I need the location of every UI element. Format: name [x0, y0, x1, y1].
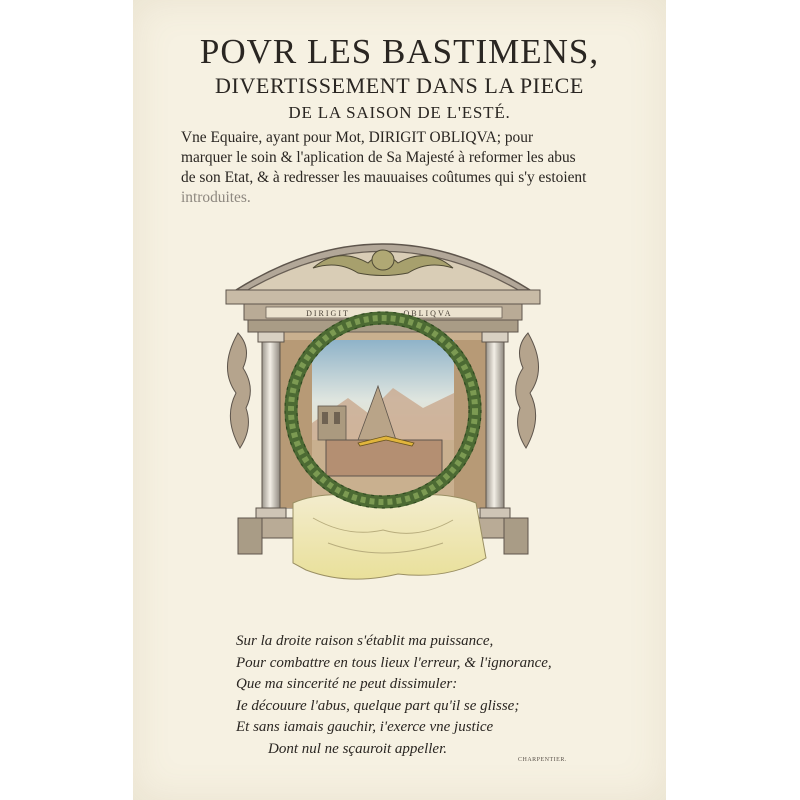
poem-line: Pour combattre en tous lieux l'erreur, & l'ignorance, [236, 654, 552, 671]
poem-verse [236, 631, 576, 760]
motto-left: DIRIGIT [306, 309, 350, 318]
poem-line: Que ma sincerité ne peut dissimuler: [236, 676, 458, 692]
emblem-illustration [218, 218, 548, 588]
left-scroll [227, 333, 250, 448]
engraving-page [133, 0, 666, 800]
poem-line: Sur la droite raison s'établit ma puissance, [236, 633, 494, 649]
page-subtitle-2: DE LA SAISON DE L'ESTÉ. [288, 103, 511, 122]
page-title: POVR LES BASTIMENS, [199, 32, 600, 71]
description-line: de son Etat, & à redresser les mauuaises coûtumes qui s'y estoient [181, 169, 587, 186]
stone-ledge [326, 440, 442, 476]
poem-line: Ie découure l'abus, quelque part qu'il se glisse; [236, 697, 520, 714]
description-line: marquer le soin & l'aplication de Sa Majesté à reformer les abus [181, 149, 576, 166]
description-line: Vne Equaire, ayant pour Mot, DIRIGIT OBLIQVA; pour [181, 129, 534, 146]
page-subtitle: DIVERTISSEMENT DANS LA PIECE [215, 73, 584, 98]
poem-line: Dont nul ne sçauroit appeller. [268, 740, 448, 757]
poem-line: Et sans iamais gauchir, i'exerce vne justice [236, 719, 494, 735]
right-scroll [516, 333, 539, 448]
description-line: introduites. [181, 189, 251, 206]
motto-right: OBLIQVA [403, 309, 453, 318]
description-paragraph [181, 128, 621, 208]
engraver-signature: CHARPENTIER. [518, 757, 567, 763]
